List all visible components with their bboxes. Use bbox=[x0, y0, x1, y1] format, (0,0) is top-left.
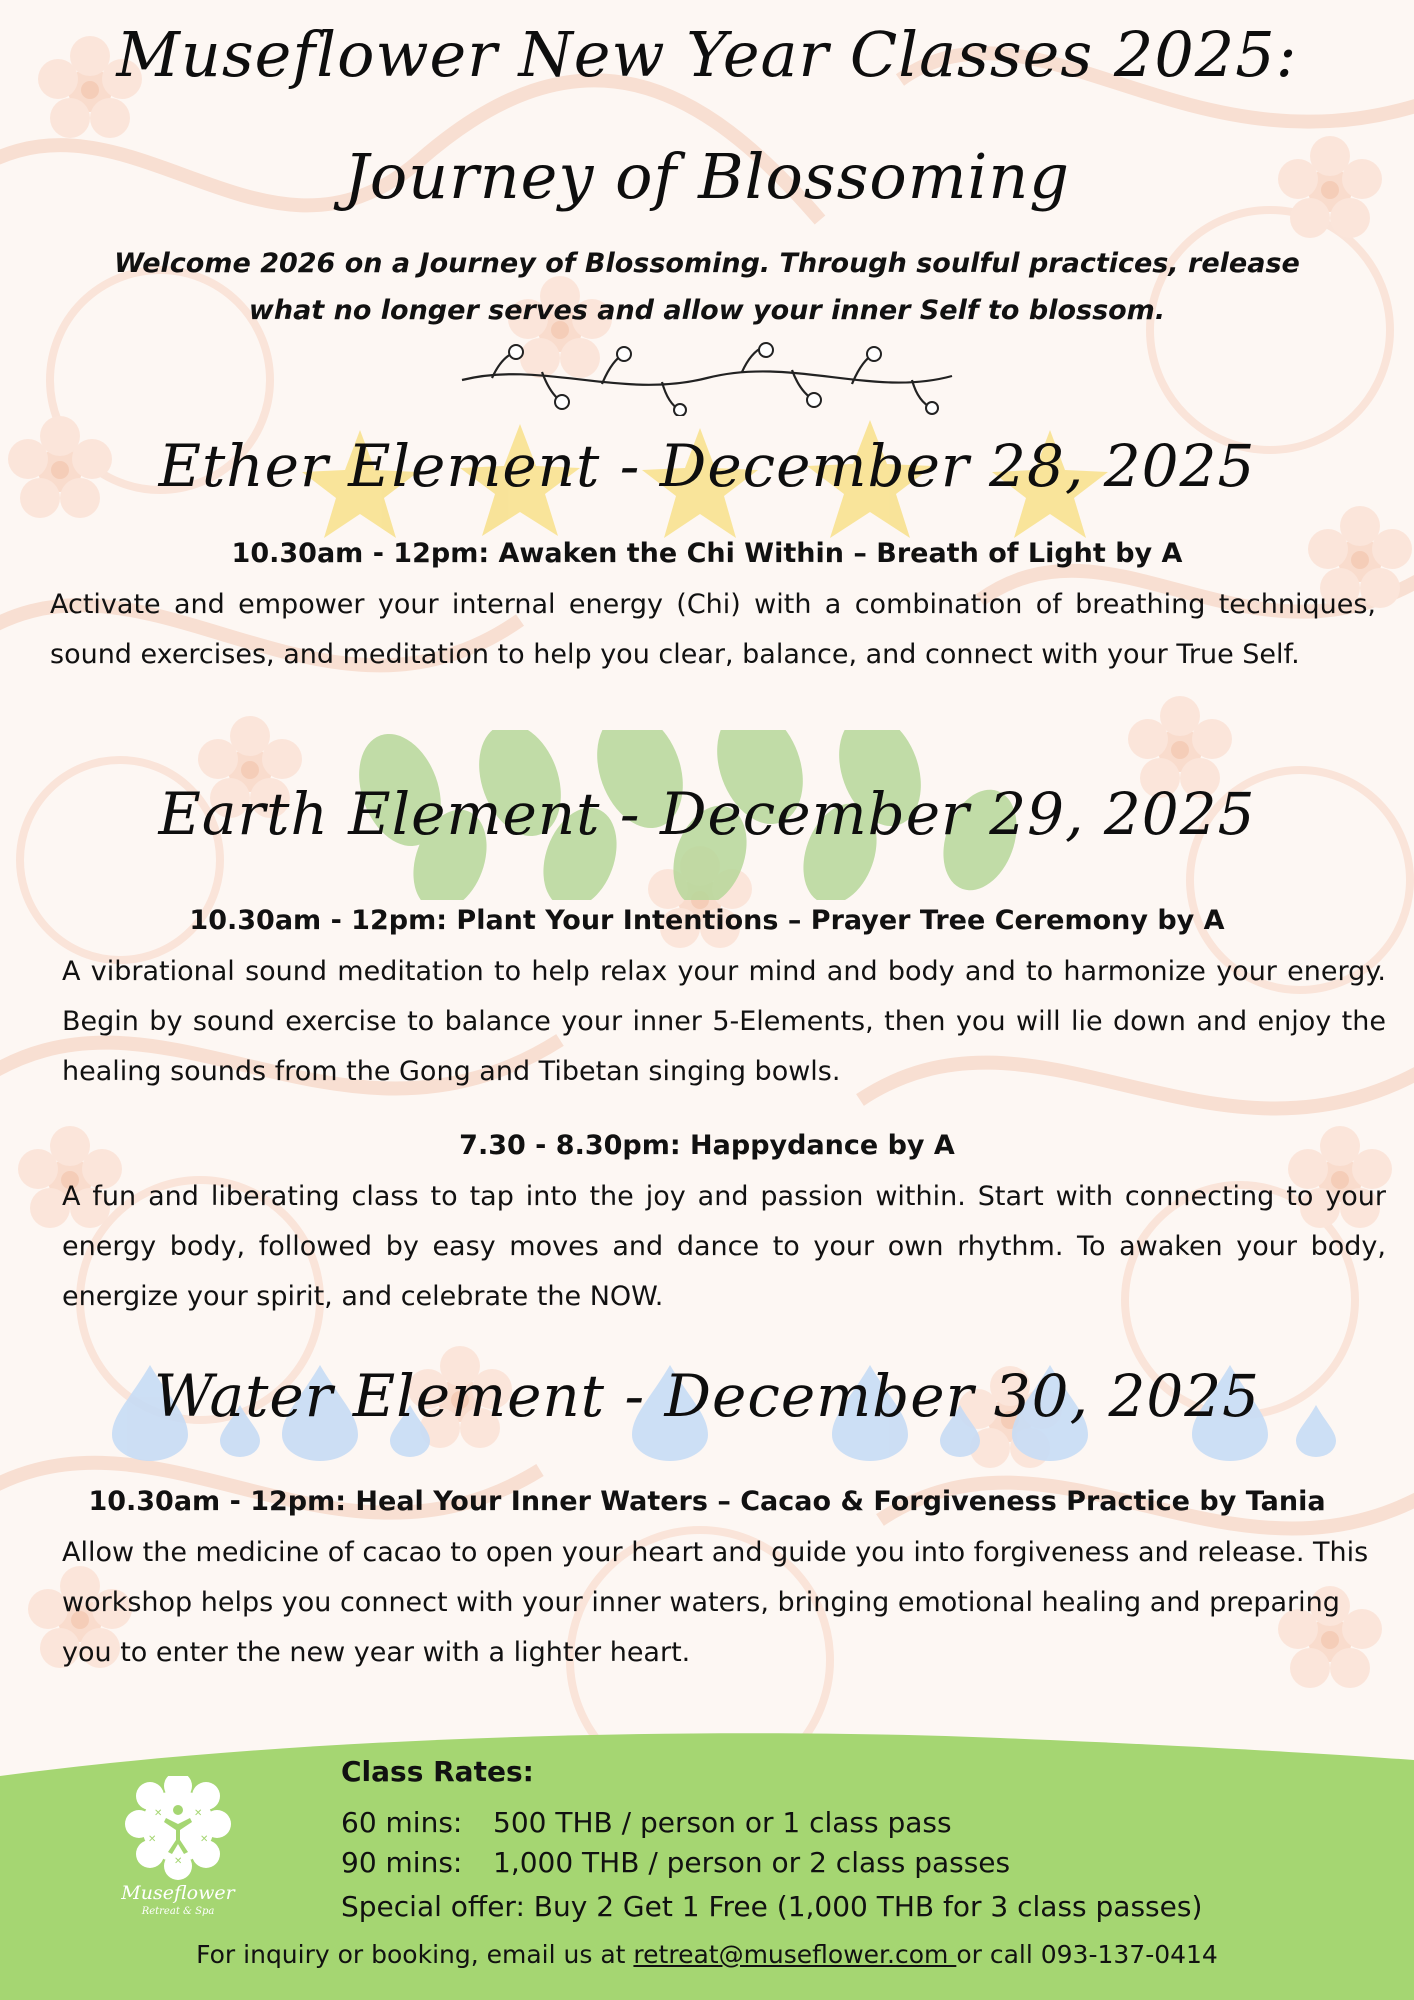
svg-text:✕: ✕ bbox=[194, 1808, 203, 1819]
contact-phone: or call 093-137-0414 bbox=[956, 1940, 1218, 1969]
brand-name: Museflower bbox=[121, 1882, 235, 1904]
svg-text:✕: ✕ bbox=[174, 1856, 183, 1867]
class-rates-title: Class Rates: bbox=[341, 1755, 534, 1788]
rate-label: 90 mins: bbox=[341, 1846, 463, 1879]
class-title-happydance: 7.30 - 8.30pm: Happydance by A bbox=[459, 1130, 955, 1161]
class-title-prayer-tree: 10.30am - 12pm: Plant Your Intentions – Prayer Tree Ceremony by A bbox=[189, 905, 1225, 936]
class-description-happydance: A fun and liberating class to tap into the joy and passion within. Start with connecting to your energy body, followed by easy moves and dance to your own rhythm. To awaken your body, energize your spirit, and celebrate the NOW. bbox=[62, 1181, 1386, 1312]
floral-vine-divider-icon bbox=[452, 340, 962, 416]
class-description-breath-of-light: Activate and empower your internal energy (Chi) with a combination of breathing techniques, sound exercises, and meditation to help you clear, balance, and connect with your True Self. bbox=[50, 589, 1376, 670]
class-description-prayer-tree: A vibrational sound meditation to help relax your mind and body and to harmonize your energy. Begin by sound exercise to balance your inner 5-Elements, then you will lie down and enjoy the healing sounds from the Gong and Tibetan singing bowls. bbox=[62, 956, 1386, 1087]
rate-value: 500 THB / person or 1 class pass bbox=[493, 1806, 952, 1839]
rate-row-90-mins bbox=[341, 1846, 1010, 1879]
special-offer: Special offer: Buy 2 Get 1 Free (1,000 THB for 3 class passes) bbox=[341, 1890, 1203, 1923]
section-heading-water: Water Element - December 30, 2025 bbox=[153, 1362, 1261, 1430]
svg-text:✕: ✕ bbox=[148, 1834, 157, 1845]
brand-tagline: Retreat & Spa bbox=[141, 1906, 215, 1917]
class-title-breath-of-light: 10.30am - 12pm: Awaken the Chi Within – Breath of Light by A bbox=[231, 538, 1183, 569]
section-heading-ether: Ether Element - December 28, 2025 bbox=[158, 432, 1256, 500]
rate-label: 60 mins: bbox=[341, 1806, 463, 1839]
rate-value: 1,000 THB / person or 2 class passes bbox=[493, 1846, 1011, 1879]
intro-text bbox=[90, 240, 1324, 334]
section-heading-earth: Earth Element - December 29, 2025 bbox=[158, 780, 1256, 848]
rate-row-60-mins bbox=[341, 1806, 952, 1839]
page-title: Museflower New Year Classes 2025: bbox=[116, 18, 1298, 91]
class-title-cacao-forgiveness: 10.30am - 12pm: Heal Your Inner Waters – Cacao & Forgiveness Practice by Tania bbox=[88, 1486, 1326, 1517]
svg-text:✕: ✕ bbox=[154, 1808, 163, 1819]
contact-prefix: For inquiry or booking, email us at bbox=[196, 1940, 634, 1969]
intro-line-1: Welcome 2026 on a Journey of Blossoming. Through soulful practices, release bbox=[114, 248, 1300, 279]
email-link[interactable]: retreat@museflower.com bbox=[633, 1940, 957, 1969]
intro-line-2: what no longer serves and allow your inner Self to blossom. bbox=[248, 295, 1166, 326]
page-subtitle: Journey of Blossoming bbox=[343, 140, 1070, 213]
svg-text:✕: ✕ bbox=[200, 1834, 209, 1845]
contact-line bbox=[0, 1940, 1414, 1969]
class-description-cacao-forgiveness: Allow the medicine of cacao to open your heart and guide you into forgiveness and release. This workshop helps you connect with your inner waters, bringing emotional healing and preparing you to enter the new year with a lighter heart. bbox=[62, 1537, 1369, 1668]
